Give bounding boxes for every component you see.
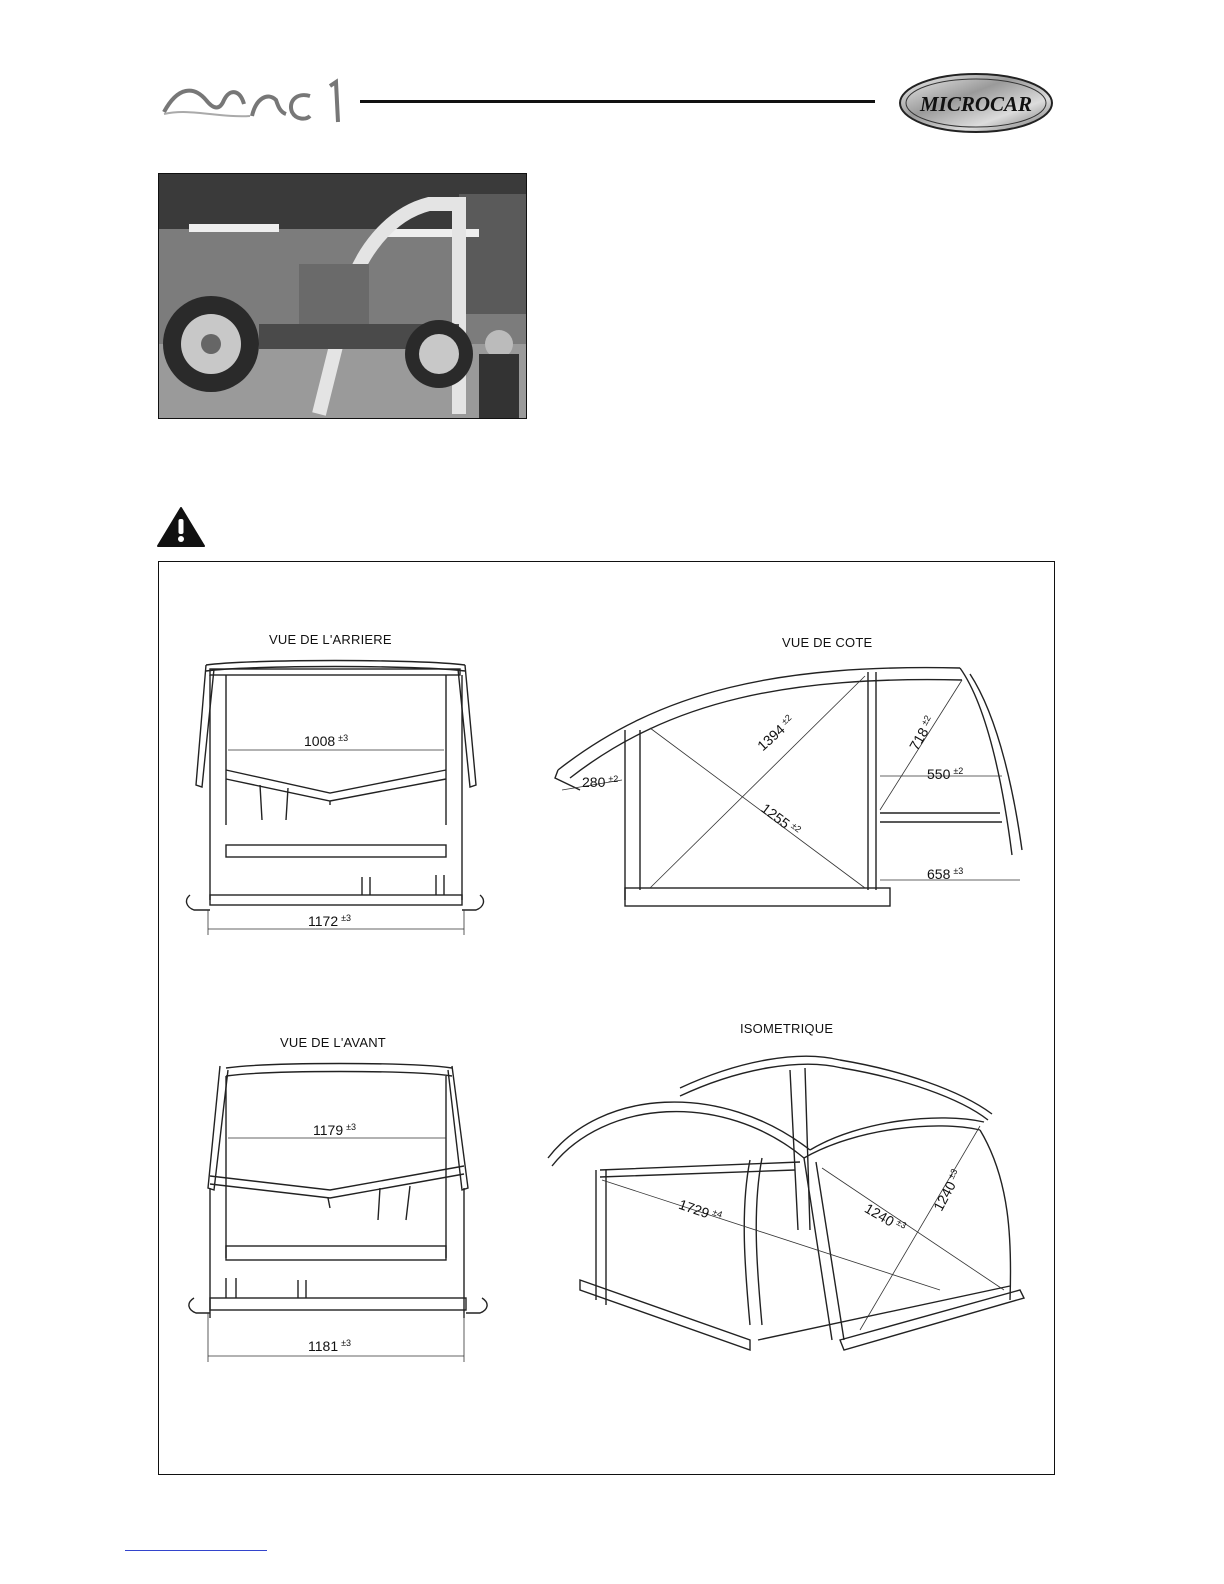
svg-text:MICROCAR: MICROCAR bbox=[919, 92, 1033, 116]
rear-dim-1172-tol: ±3 bbox=[341, 913, 352, 923]
rear-view-drawing bbox=[180, 655, 500, 940]
iso-view-title: ISOMETRIQUE bbox=[740, 1021, 834, 1036]
side-dim-658-tol: ±3 bbox=[953, 866, 964, 876]
side-dim-280-tol: ±2 bbox=[608, 774, 619, 784]
side-dim-1255-value: 1255 bbox=[758, 800, 793, 832]
side-view-title: VUE DE COTE bbox=[782, 635, 873, 650]
iso-dim-1729-value: 1729 bbox=[676, 1196, 712, 1222]
rear-dim-1008-value: 1008 bbox=[304, 733, 336, 749]
side-dim-550 bbox=[927, 766, 963, 782]
footer-link[interactable] bbox=[125, 1550, 267, 1551]
front-dim-1181 bbox=[308, 1338, 351, 1354]
side-dim-550-value: 550 bbox=[927, 766, 951, 782]
side-dim-658-value: 658 bbox=[927, 866, 951, 882]
side-dim-658 bbox=[927, 866, 963, 882]
rear-dim-1172 bbox=[308, 913, 351, 929]
front-view-drawing bbox=[180, 1058, 500, 1363]
side-view-drawing bbox=[550, 650, 1040, 925]
iso-dim-1729-tol: ±4 bbox=[711, 1207, 724, 1220]
side-dim-718-tol: ±2 bbox=[919, 713, 933, 728]
side-dim-550-tol: ±2 bbox=[953, 766, 964, 776]
side-dim-280 bbox=[582, 774, 618, 790]
front-dim-1179-value: 1179 bbox=[313, 1122, 344, 1138]
iso-view-drawing bbox=[540, 1040, 1030, 1370]
car-frame-photo bbox=[158, 173, 527, 419]
warning-triangle-icon bbox=[156, 506, 206, 548]
front-dim-1179 bbox=[313, 1122, 356, 1138]
front-view-title: VUE DE L'AVANT bbox=[280, 1035, 386, 1050]
rear-dim-1008-tol: ±3 bbox=[338, 733, 349, 743]
side-dim-280-value: 280 bbox=[582, 774, 606, 790]
front-dim-1181-tol: ±3 bbox=[341, 1338, 352, 1348]
rear-view-title: VUE DE L'ARRIERE bbox=[269, 632, 392, 647]
brand-logo bbox=[897, 72, 1055, 134]
side-dim-1394-tol: ±2 bbox=[779, 712, 794, 727]
iso-dim-1240b-value: 1240 bbox=[930, 1178, 959, 1214]
iso-dim-1240b-tol: ±3 bbox=[946, 1167, 960, 1181]
model-logo bbox=[160, 78, 350, 130]
side-dim-1394-value: 1394 bbox=[754, 721, 788, 754]
front-dim-1179-tol: ±3 bbox=[346, 1122, 357, 1132]
header-rule bbox=[360, 100, 875, 103]
rear-dim-1008 bbox=[304, 733, 348, 749]
side-dim-1255-tol: ±2 bbox=[789, 820, 804, 835]
side-dim-718-value: 718 bbox=[906, 724, 932, 753]
front-dim-1181-value: 1181 bbox=[308, 1338, 339, 1354]
rear-dim-1172-value: 1172 bbox=[308, 913, 339, 929]
iso-dim-1240a-value: 1240 bbox=[862, 1200, 897, 1230]
iso-dim-1240a-tol: ±3 bbox=[894, 1217, 909, 1231]
